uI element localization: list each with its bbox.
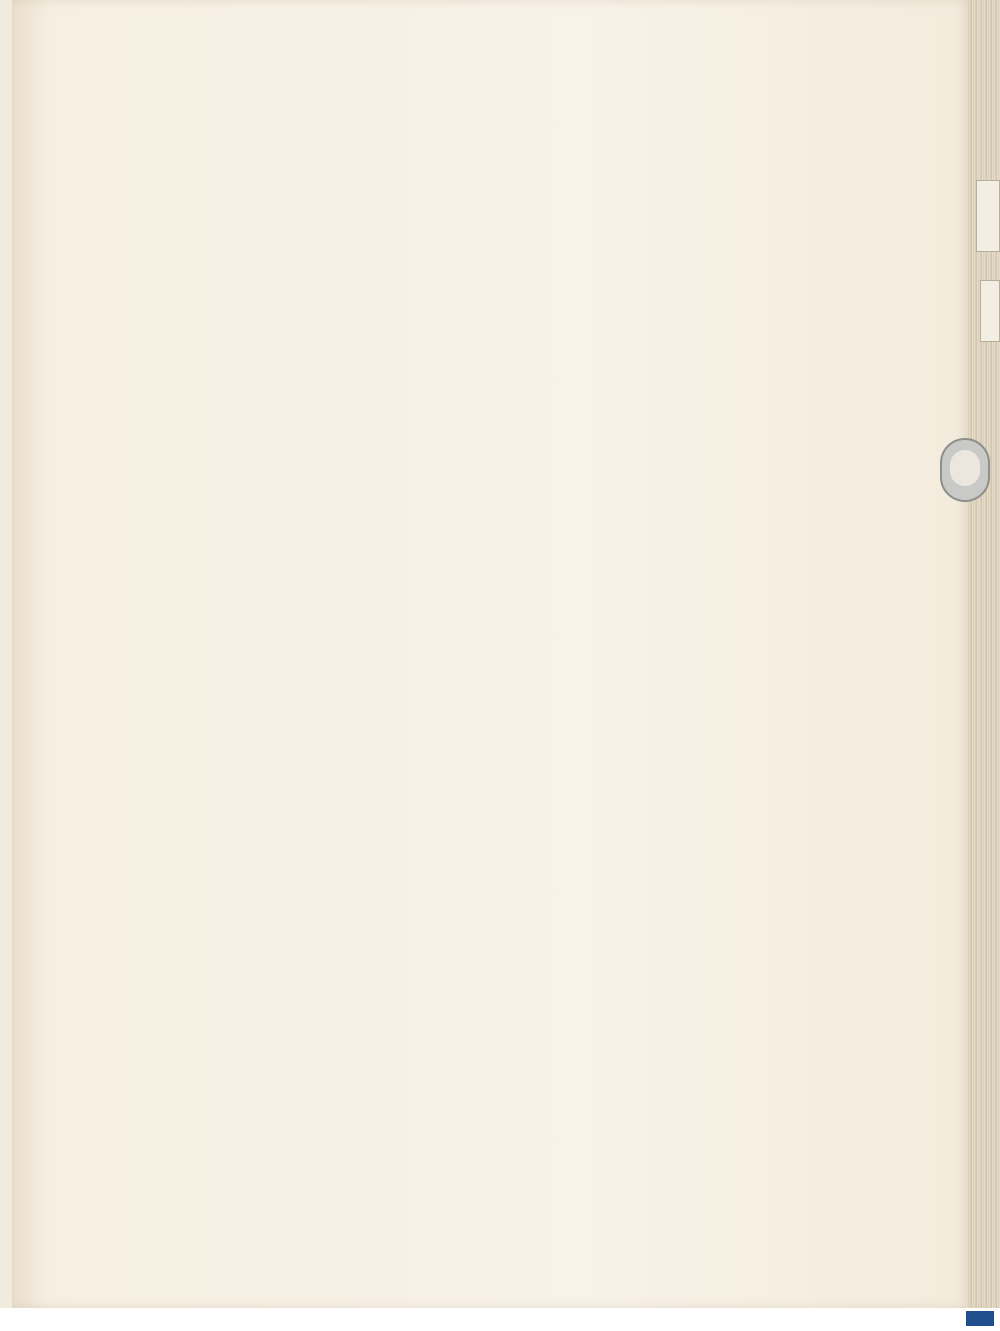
page-body: [80, 60, 700, 70]
book-page: [12, 0, 970, 1308]
margin-tab: [980, 280, 1000, 342]
page-clip-inner: [950, 450, 980, 486]
footer-bar: [0, 1308, 1000, 1331]
dfg-logo: [966, 1311, 994, 1326]
margin-tab: [976, 180, 1000, 252]
